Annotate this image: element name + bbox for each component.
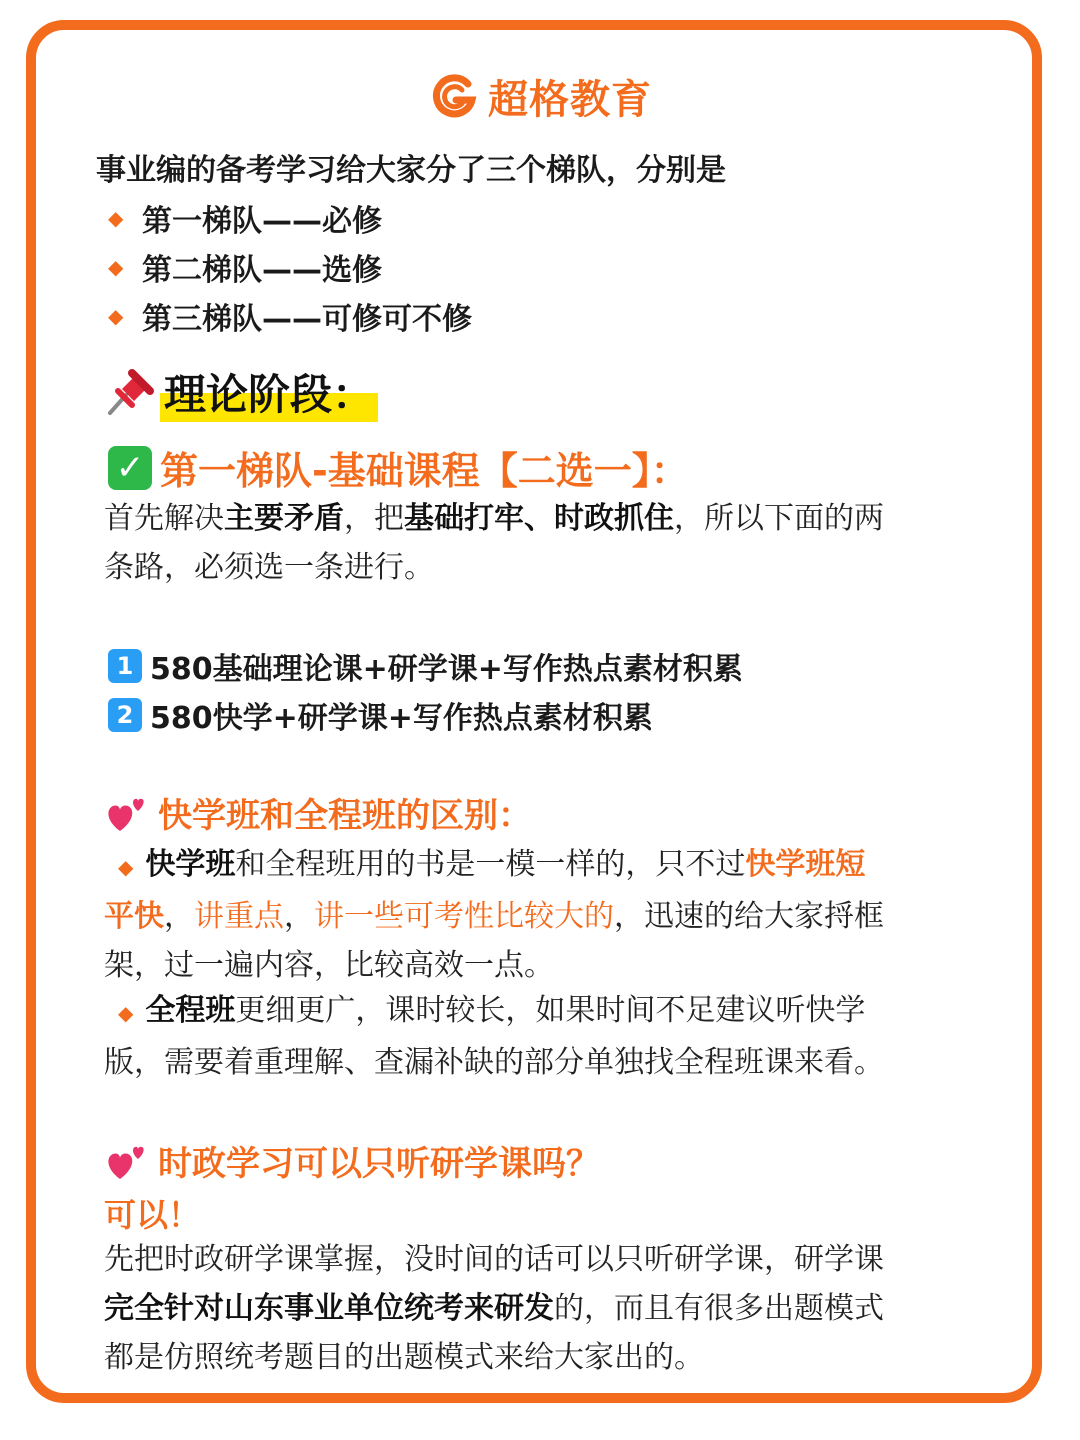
diamond-icon: ◆ bbox=[118, 1001, 134, 1025]
two-hearts-icon bbox=[104, 1139, 152, 1183]
diff-title: 快学班和全程班的区别： bbox=[158, 796, 532, 836]
option-item bbox=[108, 644, 743, 688]
bold-text: 完全针对山东事业单位统考来研发 bbox=[104, 1291, 554, 1326]
diamond-icon: ◆ bbox=[118, 855, 134, 879]
text: ，把 bbox=[344, 501, 404, 536]
diff-paragraph-b bbox=[104, 986, 1004, 1087]
text: ， bbox=[164, 899, 194, 934]
two-hearts-icon bbox=[104, 791, 152, 835]
tier-label: 第一梯队——必修 bbox=[142, 204, 382, 239]
tier1-paragraph bbox=[104, 494, 1004, 592]
tier-label: 第二梯队——选修 bbox=[142, 253, 382, 288]
brand-logo bbox=[0, 68, 1080, 124]
bold-text: 基础打牢、时政抓住 bbox=[404, 501, 674, 536]
bold-text: 快学班 bbox=[145, 847, 236, 882]
text: 和全程班用的书是一模一样的，只不过 bbox=[235, 847, 746, 882]
option-item bbox=[108, 693, 653, 737]
highlight-text: 讲重点 bbox=[194, 899, 284, 934]
qa-answer: 可以！ bbox=[104, 1196, 201, 1234]
highlight-text: 快学班短 bbox=[745, 847, 866, 882]
tier-label: 第三梯队——可修可不修 bbox=[142, 302, 472, 337]
text: 的，而且有很多出题模式 bbox=[554, 1291, 884, 1326]
section-heading bbox=[104, 362, 378, 422]
text: 版，需要着重理解、查漏补缺的部分单独找全程班课来看。 bbox=[104, 1045, 884, 1080]
text: 先把时政研学课掌握，没时间的话可以只听研学课，研学课 bbox=[104, 1242, 884, 1277]
text: 都是仿照统考题目的出题模式来给大家出的。 bbox=[104, 1340, 704, 1375]
tier-item bbox=[108, 245, 382, 289]
diff-paragraph-a bbox=[104, 840, 1004, 990]
highlight-text: 讲一些可考性比较大的 bbox=[314, 899, 614, 934]
highlight-text: 平快 bbox=[104, 899, 164, 934]
brand-name: 超格教育 bbox=[488, 76, 652, 123]
tier1-title: 第一梯队-基础课程【二选一】： bbox=[160, 449, 689, 493]
diff-heading bbox=[104, 788, 532, 837]
number-1-icon: 1 bbox=[108, 649, 142, 683]
diamond-icon: ◆ bbox=[108, 304, 124, 328]
tier1-heading bbox=[108, 440, 689, 495]
bold-text: 全程班 bbox=[145, 993, 236, 1028]
section-title: 理论阶段： bbox=[160, 362, 378, 422]
tier-item bbox=[108, 196, 382, 240]
qa-title: 时政学习可以只听研学课吗？ bbox=[158, 1144, 600, 1184]
bold-text: 主要矛盾 bbox=[224, 501, 344, 536]
intro-text: 事业编的备考学习给大家分了三个梯队，分别是 bbox=[96, 153, 726, 188]
text: 更细更广，课时较长，如果时间不足建议听快学 bbox=[235, 993, 866, 1028]
option-text: 580快学+研学课+写作热点素材积累 bbox=[150, 701, 653, 736]
qa-paragraph bbox=[104, 1235, 1004, 1382]
diamond-icon: ◆ bbox=[108, 206, 124, 230]
tier-item bbox=[108, 294, 472, 338]
text: ，所以下面的两 bbox=[674, 501, 884, 536]
text: 条路，必须选一条进行。 bbox=[104, 550, 434, 585]
text: 架，过一遍内容，比较高效一点。 bbox=[104, 948, 554, 983]
qa-heading bbox=[104, 1136, 600, 1185]
number-2-icon: 2 bbox=[108, 698, 142, 732]
check-mark-icon: ✓ bbox=[108, 446, 152, 490]
option-text: 580基础理论课+研学课+写作热点素材积累 bbox=[150, 652, 743, 687]
text: ， bbox=[284, 899, 314, 934]
brand-g-icon bbox=[428, 70, 480, 122]
text: ，迅速的给大家捋框 bbox=[614, 899, 884, 934]
diamond-icon: ◆ bbox=[108, 255, 124, 279]
text: 首先解决 bbox=[104, 501, 224, 536]
pushpin-icon bbox=[104, 367, 154, 417]
